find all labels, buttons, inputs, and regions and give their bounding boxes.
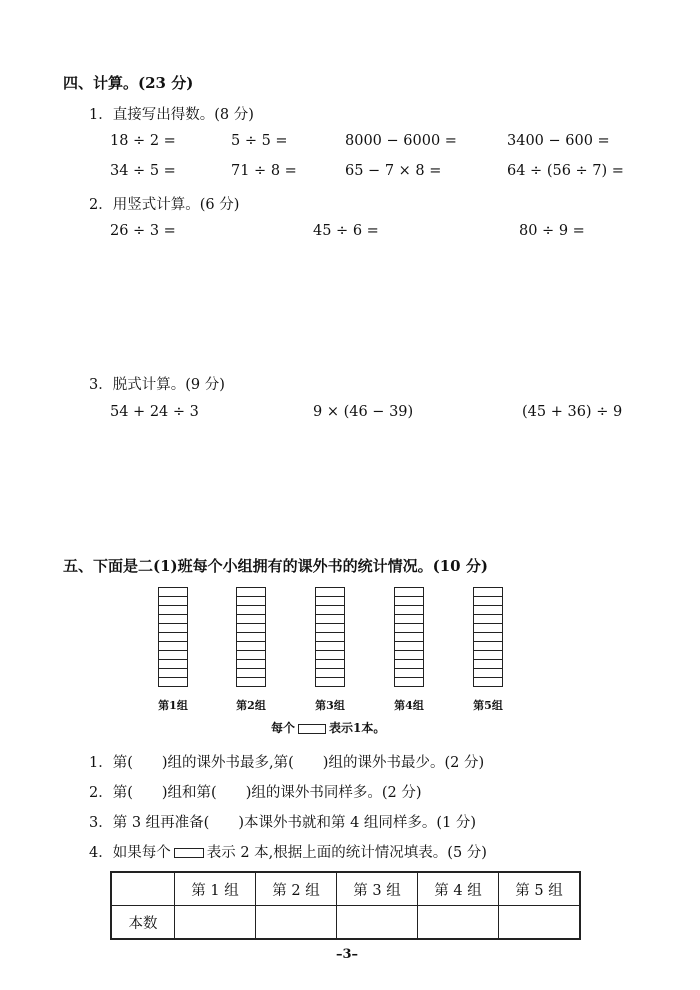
book-box <box>236 614 266 623</box>
book-box <box>473 677 503 687</box>
book-box <box>158 605 188 614</box>
answer-cell[interactable] <box>337 906 418 940</box>
answer-cell[interactable] <box>499 906 581 940</box>
q3-expr-2: 9 × (46 − 39) <box>313 404 414 420</box>
q1-expr-3: 8000 − 6000 = <box>345 133 457 149</box>
book-box <box>236 659 266 668</box>
q3-expr-1: 54 + 24 ÷ 3 <box>110 404 199 420</box>
book-box <box>315 614 345 623</box>
book-box <box>158 668 188 677</box>
table-row <box>111 906 580 940</box>
book-box <box>394 623 424 632</box>
s5-q3: 3．第 3 组再准备( )本课外书就和第 4 组同样多。(1 分) <box>89 815 477 831</box>
answer-cell[interactable] <box>418 906 499 940</box>
book-box <box>236 605 266 614</box>
table-row-label: 本数 <box>111 906 175 940</box>
s5-q2: 2．第( )组和第( )组的课外书同样多。(2 分) <box>89 785 422 801</box>
book-box <box>158 677 188 687</box>
table-header-cell: 第 1 组 <box>175 872 256 906</box>
book-box <box>473 632 503 641</box>
table-header-cell: 第 3 组 <box>337 872 418 906</box>
book-box <box>394 632 424 641</box>
q2-expr-2: 45 ÷ 6 = <box>313 223 379 239</box>
s5-q1: 1．第( )组的课外书最多,第( )组的课外书最少。(2 分) <box>89 755 485 771</box>
book-box <box>236 668 266 677</box>
s5-q4-prefix: 4．如果每个 <box>89 845 171 861</box>
section4-title: 四、计算。(23 分) <box>63 74 194 92</box>
book-box <box>315 677 345 687</box>
book-box <box>473 668 503 677</box>
book-box <box>236 587 266 596</box>
q1-expr-6: 71 ÷ 8 = <box>231 163 297 179</box>
unit-box-icon <box>298 724 326 734</box>
q2-expr-1: 26 ÷ 3 = <box>110 223 176 239</box>
q3-title: 3．脱式计算。(9 分) <box>89 377 225 393</box>
book-box <box>473 623 503 632</box>
book-box <box>236 650 266 659</box>
book-box <box>236 596 266 605</box>
book-box <box>394 587 424 596</box>
book-box <box>236 677 266 687</box>
s5-q4 <box>89 841 487 862</box>
q2-expr-3: 80 ÷ 9 = <box>519 223 585 239</box>
book-box <box>394 605 424 614</box>
book-box <box>394 614 424 623</box>
book-box <box>315 605 345 614</box>
group-stack-5 <box>473 587 503 687</box>
book-box <box>236 641 266 650</box>
book-box <box>394 650 424 659</box>
book-box <box>473 614 503 623</box>
book-box <box>394 659 424 668</box>
group-label-4: 第4组 <box>394 699 424 712</box>
legend-prefix: 每个 <box>271 721 296 735</box>
book-box <box>158 587 188 596</box>
book-box <box>315 641 345 650</box>
group-label-2: 第2组 <box>236 699 266 712</box>
q1-expr-8: 64 ÷ (56 ÷ 7) = <box>507 163 624 179</box>
book-box <box>394 596 424 605</box>
answer-cell[interactable] <box>256 906 337 940</box>
book-box <box>315 650 345 659</box>
answer-cell[interactable] <box>175 906 256 940</box>
group-stack-2 <box>236 587 266 687</box>
q2-title: 2．用竖式计算。(6 分) <box>89 197 240 213</box>
book-box <box>394 668 424 677</box>
legend <box>271 719 385 736</box>
page-number: –3– <box>336 947 359 962</box>
group-label-5: 第5组 <box>473 699 503 712</box>
table-header-cell <box>111 872 175 906</box>
table-header-cell: 第 5 组 <box>499 872 581 906</box>
book-box <box>315 659 345 668</box>
book-box <box>315 596 345 605</box>
unit-box-icon <box>174 848 204 858</box>
group-stack-4 <box>394 587 424 687</box>
book-box <box>473 596 503 605</box>
group-label-3: 第3组 <box>315 699 345 712</box>
book-box <box>158 623 188 632</box>
group-stack-3 <box>315 587 345 687</box>
book-box <box>158 650 188 659</box>
book-box <box>315 623 345 632</box>
book-box <box>473 659 503 668</box>
q3-expr-3: (45 + 36) ÷ 9 <box>522 404 623 420</box>
book-box <box>473 650 503 659</box>
book-box <box>158 596 188 605</box>
table-header-cell: 第 2 组 <box>256 872 337 906</box>
q1-expr-4: 3400 − 600 = <box>507 133 610 149</box>
book-box <box>394 677 424 687</box>
group-label-1: 第1组 <box>158 699 188 712</box>
legend-suffix: 表示1本。 <box>329 721 386 735</box>
group-stack-1 <box>158 587 188 687</box>
book-box <box>394 641 424 650</box>
q1-title: 1．直接写出得数。(8 分) <box>89 107 254 123</box>
fill-in-table <box>110 871 581 940</box>
book-box <box>473 605 503 614</box>
s5-q4-suffix: 表示 2 本,根据上面的统计情况填表。(5 分) <box>206 845 487 861</box>
book-box <box>158 641 188 650</box>
book-box <box>236 632 266 641</box>
book-box <box>158 632 188 641</box>
book-box <box>473 641 503 650</box>
book-box <box>315 632 345 641</box>
book-box <box>315 668 345 677</box>
book-box <box>236 623 266 632</box>
book-box <box>158 614 188 623</box>
section5-title: 五、下面是二(1)班每个小组拥有的课外书的统计情况。(10 分) <box>63 557 488 575</box>
book-box <box>158 659 188 668</box>
q1-expr-2: 5 ÷ 5 = <box>231 133 288 149</box>
table-header-cell: 第 4 组 <box>418 872 499 906</box>
q1-expr-1: 18 ÷ 2 = <box>110 133 176 149</box>
q1-expr-5: 34 ÷ 5 = <box>110 163 176 179</box>
book-box <box>315 587 345 596</box>
q1-expr-7: 65 − 7 × 8 = <box>345 163 442 179</box>
book-box <box>473 587 503 596</box>
table-header-row <box>111 872 580 906</box>
